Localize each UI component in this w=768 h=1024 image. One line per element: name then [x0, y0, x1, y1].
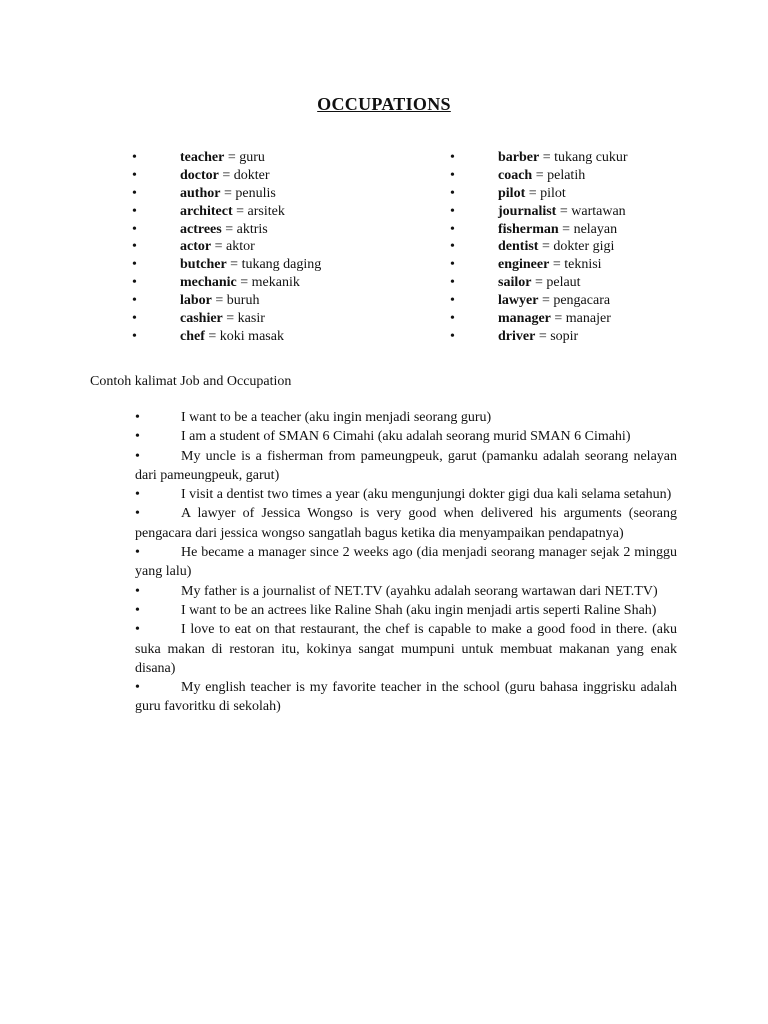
- vocabulary-item: [450, 292, 628, 310]
- vocabulary-term: manager: [498, 311, 551, 327]
- vocabulary-meaning: = arsitek: [232, 203, 285, 219]
- example-sentence: [135, 543, 677, 582]
- vocabulary-meaning: = tukang cukur: [539, 150, 628, 165]
- example-sentence: [135, 582, 677, 601]
- example-sentence: [135, 427, 677, 446]
- example-sentence: [135, 504, 677, 543]
- vocabulary-term: coach: [498, 167, 533, 183]
- vocabulary-meaning: = penulis: [220, 185, 276, 201]
- vocabulary-meaning: = pengacara: [538, 293, 611, 309]
- bullet-icon: •: [135, 410, 140, 425]
- example-sentence: [135, 601, 677, 620]
- vocabulary-meaning: = pelaut: [531, 275, 581, 291]
- example-sentence-text: I love to eat on that restaurant, the chef is capable to make a good food in there. (aku suka makan di restoran itu, kokinya sangat mumpuni untuk membuat makanan yang enak disana): [135, 622, 677, 676]
- example-sentence-text: My father is a journalist of NET.TV (ayahku adalah seorang wartawan dari NET.TV): [181, 583, 658, 599]
- vocabulary-meaning: = wartawan: [556, 203, 626, 219]
- vocabulary-item: [132, 292, 321, 310]
- vocabulary-meaning: = pelatih: [532, 167, 586, 183]
- bullet-icon: •: [450, 293, 455, 309]
- vocabulary-meaning: = sopir: [535, 328, 579, 344]
- example-sentence-text: I am a student of SMAN 6 Cimahi (aku adalah seorang murid SMAN 6 Cimahi): [181, 429, 631, 445]
- vocabulary-meaning: = dokter: [218, 167, 270, 183]
- example-sentence-text: My uncle is a fisherman from pameungpeuk, garut (pamanku adalah seorang nelayan dari pameungpeuk, garut): [135, 448, 677, 483]
- example-sentence: [135, 447, 677, 486]
- examples-intro: Contoh kalimat Job and Occupation: [90, 374, 292, 389]
- vocabulary-meaning: = kasir: [222, 311, 265, 327]
- vocabulary-item: [132, 221, 321, 239]
- vocabulary-item: [132, 238, 321, 256]
- bullet-icon: •: [132, 257, 137, 273]
- bullet-icon: •: [132, 203, 137, 219]
- vocabulary-item: [450, 221, 628, 239]
- vocabulary-item: [132, 185, 321, 203]
- vocabulary-item: [132, 167, 321, 185]
- vocabulary-item: [132, 274, 321, 292]
- example-sentence-text: I visit a dentist two times a year (aku mengunjungi dokter gigi dua kali selama setahun): [181, 487, 672, 503]
- vocabulary-term: doctor: [180, 167, 219, 183]
- vocabulary-term: teacher: [180, 150, 225, 165]
- bullet-icon: •: [135, 429, 140, 445]
- page-title: OCCUPATIONS: [317, 94, 451, 114]
- vocabulary-term: butcher: [180, 257, 227, 273]
- vocabulary-item: [450, 185, 628, 203]
- bullet-icon: •: [450, 311, 455, 327]
- bullet-icon: •: [450, 185, 455, 201]
- vocabulary-item: [132, 256, 321, 274]
- bullet-icon: •: [135, 487, 140, 503]
- bullet-icon: •: [450, 203, 455, 219]
- vocabulary-term: author: [180, 185, 221, 201]
- bullet-icon: •: [132, 293, 137, 309]
- vocabulary-item: [450, 256, 628, 274]
- vocabulary-list-left: [132, 149, 321, 346]
- bullet-icon: •: [450, 257, 455, 273]
- bullet-icon: •: [132, 275, 137, 291]
- bullet-icon: •: [135, 545, 140, 561]
- bullet-icon: •: [450, 328, 455, 344]
- vocabulary-meaning: = aktris: [221, 221, 268, 237]
- bullet-icon: •: [135, 680, 140, 696]
- vocabulary-item: [132, 328, 321, 346]
- bullet-icon: •: [135, 583, 140, 599]
- vocabulary-meaning: = nelayan: [558, 221, 618, 237]
- vocabulary-item: [132, 310, 321, 328]
- bullet-icon: •: [135, 448, 140, 464]
- bullet-icon: •: [132, 150, 137, 165]
- example-sentence: [135, 408, 677, 427]
- bullet-icon: •: [135, 622, 140, 638]
- bullet-icon: •: [450, 167, 455, 183]
- vocabulary-term: actor: [180, 239, 212, 255]
- vocabulary-item: [450, 238, 628, 256]
- vocabulary-item: [132, 203, 321, 221]
- example-sentence-text: I want to be an actrees like Raline Shah (aku ingin menjadi artis seperti Raline Shah): [181, 602, 657, 618]
- vocabulary-meaning: = buruh: [211, 293, 260, 309]
- vocabulary-term: sailor: [498, 275, 532, 291]
- example-sentence: [135, 485, 677, 504]
- vocabulary-term: mechanic: [180, 275, 237, 291]
- example-sentences-list: [135, 408, 677, 717]
- vocabulary-term: barber: [498, 150, 540, 165]
- vocabulary-meaning: = pilot: [525, 185, 566, 201]
- vocabulary-meaning: = dokter gigi: [538, 239, 615, 255]
- vocabulary-meaning: = teknisi: [549, 257, 602, 273]
- bullet-icon: •: [132, 311, 137, 327]
- example-sentence-text: I want to be a teacher (aku ingin menjadi seorang guru): [181, 410, 492, 425]
- bullet-icon: •: [135, 602, 140, 618]
- example-sentence: [135, 678, 677, 717]
- vocabulary-item: [450, 310, 628, 328]
- vocabulary-term: pilot: [498, 185, 526, 201]
- bullet-icon: •: [450, 221, 455, 237]
- vocabulary-meaning: = manajer: [550, 311, 611, 327]
- vocabulary-meaning: = guru: [224, 150, 265, 165]
- example-sentence-text: He became a manager since 2 weeks ago (dia menjadi seorang manager sejak 2 minggu yang lalu): [135, 545, 677, 580]
- vocabulary-meaning: = tukang daging: [226, 257, 322, 273]
- vocabulary-term: architect: [180, 203, 233, 219]
- bullet-icon: •: [132, 167, 137, 183]
- vocabulary-meaning: = mekanik: [236, 275, 300, 291]
- bullet-icon: •: [132, 239, 137, 255]
- vocabulary-item: [450, 149, 628, 167]
- vocabulary-list-right: [450, 149, 628, 346]
- vocabulary-term: engineer: [498, 257, 550, 273]
- vocabulary-term: cashier: [180, 311, 223, 327]
- bullet-icon: •: [132, 221, 137, 237]
- vocabulary-item: [450, 203, 628, 221]
- vocabulary-term: lawyer: [498, 293, 539, 309]
- bullet-icon: •: [135, 506, 140, 522]
- vocabulary-meaning: = koki masak: [204, 328, 284, 344]
- vocabulary-term: journalist: [498, 203, 557, 219]
- vocabulary-item: [450, 167, 628, 185]
- vocabulary-term: fisherman: [498, 221, 559, 237]
- bullet-icon: •: [450, 275, 455, 291]
- vocabulary-item: [450, 328, 628, 346]
- vocabulary-term: actrees: [180, 221, 222, 237]
- bullet-icon: •: [132, 185, 137, 201]
- vocabulary-term: dentist: [498, 239, 539, 255]
- example-sentence-text: My english teacher is my favorite teacher in the school (guru bahasa inggrisku adalah guru favoritku di sekolah): [135, 680, 677, 715]
- vocabulary-item: [132, 149, 321, 167]
- bullet-icon: •: [450, 150, 455, 165]
- example-sentence-text: A lawyer of Jessica Wongso is very good when delivered his arguments (seorang pengacara dari jessica wongso sangatlah bagus ketika dia menyampaikan pendapatnya): [135, 506, 677, 541]
- vocabulary-item: [450, 274, 628, 292]
- vocabulary-term: driver: [498, 328, 536, 344]
- vocabulary-term: labor: [180, 293, 212, 309]
- bullet-icon: •: [132, 328, 137, 344]
- vocabulary-meaning: = aktor: [211, 239, 255, 255]
- vocabulary-term: chef: [180, 328, 205, 344]
- bullet-icon: •: [450, 239, 455, 255]
- example-sentence: [135, 620, 677, 678]
